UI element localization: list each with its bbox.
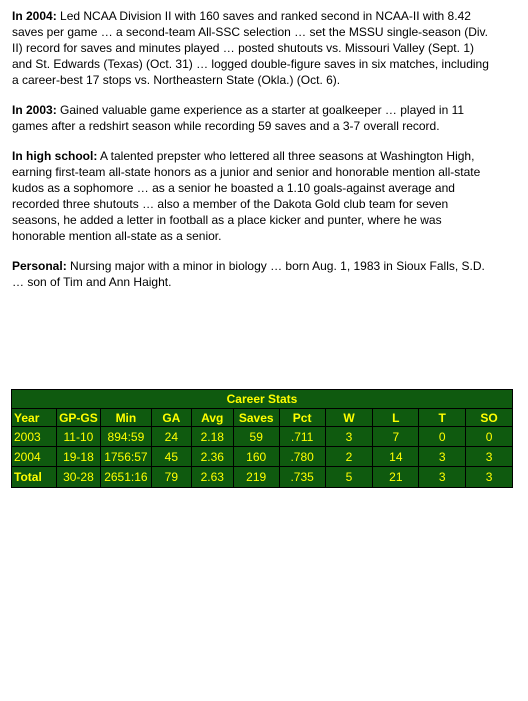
career-stats-table	[11, 389, 513, 488]
table-header-row	[12, 409, 513, 427]
table-cell: .711	[279, 427, 325, 447]
table-cell: 2003	[12, 427, 57, 447]
table-cell: 3	[466, 467, 513, 488]
column-header: Pct	[279, 409, 325, 427]
table-cell: 2.63	[191, 467, 233, 488]
bio-paragraph-2003	[12, 102, 492, 134]
bio-label: In 2004:	[12, 9, 57, 23]
bio-label: In high school:	[12, 149, 98, 163]
table-row	[12, 447, 513, 467]
table-cell: .780	[279, 447, 325, 467]
column-header: Min	[100, 409, 151, 427]
column-header: GP-GS	[56, 409, 100, 427]
table-total-row	[12, 467, 513, 488]
table-cell: 5	[325, 467, 373, 488]
table-cell: 59	[233, 427, 279, 447]
table-row	[12, 427, 513, 447]
table-cell: 24	[151, 427, 191, 447]
table-cell: 219	[233, 467, 279, 488]
column-header: Avg	[191, 409, 233, 427]
column-header: Saves	[233, 409, 279, 427]
column-header: T	[419, 409, 466, 427]
table-cell: 21	[373, 467, 419, 488]
bio-label: Personal:	[12, 259, 67, 273]
table-cell: 2.18	[191, 427, 233, 447]
table-cell: 7	[373, 427, 419, 447]
table-cell: 19-18	[56, 447, 100, 467]
bio-paragraph-2004	[12, 8, 492, 88]
table-cell: 14	[373, 447, 419, 467]
bio-paragraph-personal	[12, 258, 492, 290]
table-cell: 0	[419, 427, 466, 447]
bio-text: A talented prepster who lettered all three seasons at Washington High, earning first-team all-state honors as a junior and senior and honorable mention all-state kudos as a sophomore … as a senior he boasted a 1.10 goals-against average and recorded three shutouts … also a member of the Dakota Gold club team for seven seasons, he added a letter in football as a place kicker and punter, where he was honorable mention all-state as a senior.	[12, 149, 481, 243]
table-title: Career Stats	[12, 390, 513, 409]
bio-paragraph-high-school	[12, 148, 492, 244]
bio-text: Gained valuable game experience as a starter at goalkeeper … played in 11 games after a redshirt season while recording 59 saves and a 3-7 overall record.	[12, 103, 465, 133]
bio-label: In 2003:	[12, 103, 57, 117]
table-cell: 894:59	[100, 427, 151, 447]
table-cell: Total	[12, 467, 57, 488]
table-cell: 160	[233, 447, 279, 467]
column-header: L	[373, 409, 419, 427]
column-header: Year	[12, 409, 57, 427]
column-header: GA	[151, 409, 191, 427]
table-cell: 45	[151, 447, 191, 467]
table-cell: 3	[466, 447, 513, 467]
table-cell: 3	[325, 427, 373, 447]
column-header: W	[325, 409, 373, 427]
table-cell: 2	[325, 447, 373, 467]
table-cell: 2651:16	[100, 467, 151, 488]
table-cell: 79	[151, 467, 191, 488]
column-header: SO	[466, 409, 513, 427]
table-cell: 2.36	[191, 447, 233, 467]
table-cell: 30-28	[56, 467, 100, 488]
table-cell: 1756:57	[100, 447, 151, 467]
table-cell: .735	[279, 467, 325, 488]
table-cell: 3	[419, 467, 466, 488]
table-cell: 0	[466, 427, 513, 447]
bio-section	[12, 8, 492, 304]
table-cell: 11-10	[56, 427, 100, 447]
table-cell: 3	[419, 447, 466, 467]
bio-text: Nursing major with a minor in biology … born Aug. 1, 1983 in Sioux Falls, S.D. … son of Tim and Ann Haight.	[12, 259, 485, 289]
bio-text: Led NCAA Division II with 160 saves and ranked second in NCAA-II with 8.42 saves per game … a second-team All-SSC selection … set the MSSU single-season (Div. II) record for saves and minutes played … posted shutouts vs. Missouri Valley (Sept. 1) and St. Edwards (Texas) (Oct. 31) … logged double-figure saves in six matches, including a career-best 17 stops vs. Northeastern State (Okla.) (Oct. 6).	[12, 9, 489, 87]
table-cell: 2004	[12, 447, 57, 467]
